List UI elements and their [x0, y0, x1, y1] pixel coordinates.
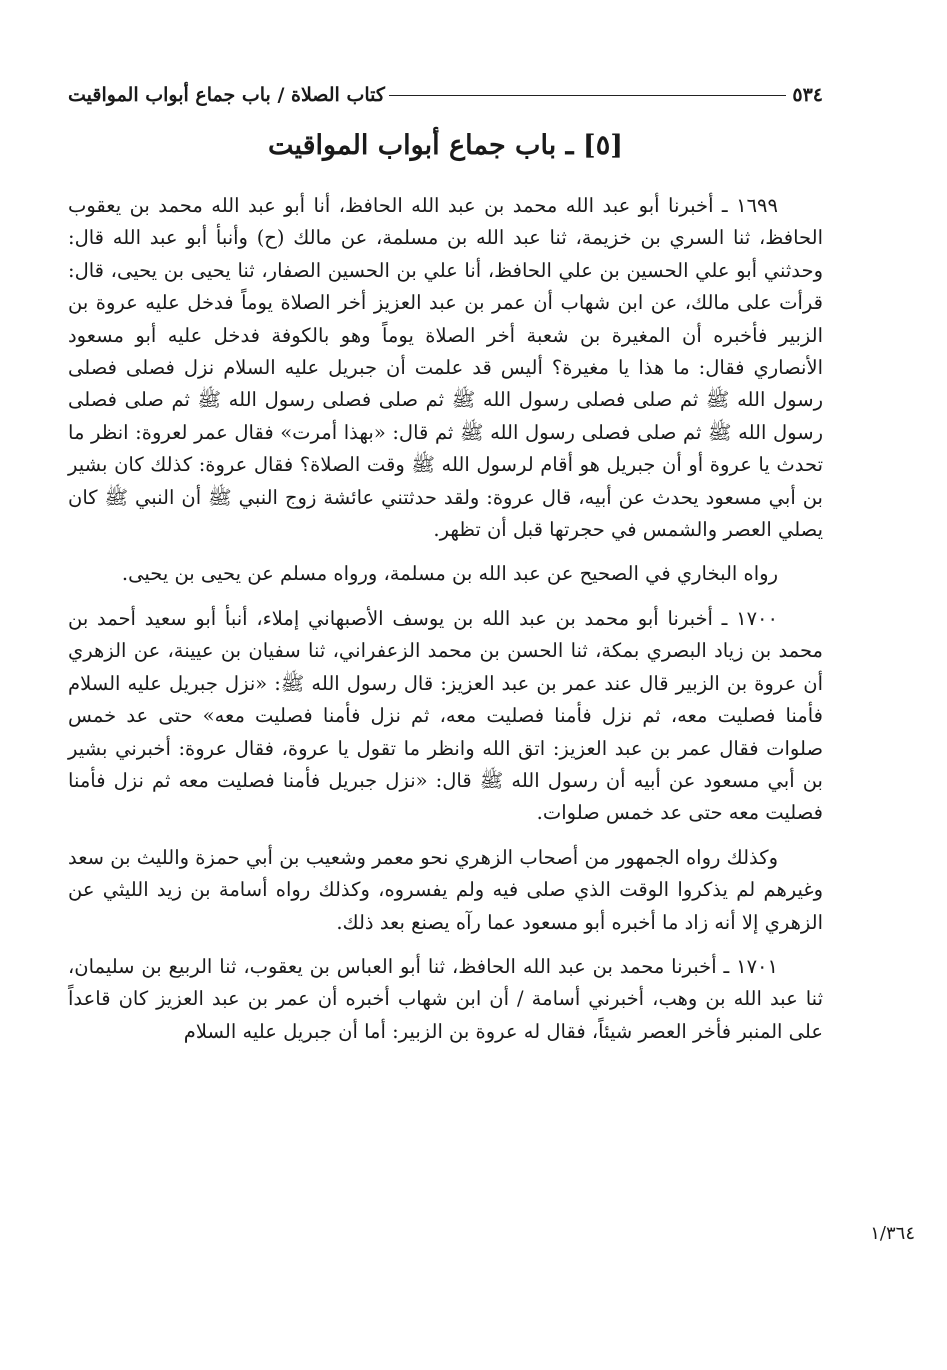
commentary-1700: وكذلك رواه الجمهور من أصحاب الزهري نحو معمر وشعيب بن أبي حمزة والليث بن سعد وغيرهم لم يذكروا الوقت الذي صلى فيه ولم يفسروه، وكذلك رواه أسامة بن زيد الليثي عن الزهري إلا أنه زاد ما أخبره أبو مسعود عما رآه يصنع بعد ذلك. [68, 845, 823, 934]
chapter-title: [٥] ـ باب جماع أبواب المواقيت [267, 130, 623, 161]
header-rule [389, 95, 786, 96]
hadith-1700: ١٧٠٠ ـ أخبرنا أبو محمد بن عبد الله بن يوسف الأصبهاني إملاء، أنبأ أبو سعيد أحمد بن محمد بن زياد البصري بمكة، ثنا الحسن بن محمد الزعفراني، ثنا سفيان بن عيينة، عن الزهري أن عروة بن الزبير قال عند عمر بن عبد العزيز: قال رسول الله ﷺ: «نزل جبريل عليه السلام فأمنا فصليت معه، ثم نزل فأمنا فصليت معه، ثم نزل فأمنا فصليت معه» حتى عد خمس صلوات فقال عمر بن عبد العزيز: اتق الله وانظر ما تقول يا عروة، فقال عروة: أخبرني بشير بن أبي مسعود عن أبيه أن رسول الله ﷺ قال: «نزل جبريل فأمنا فصليت معه ثم نزل فأمنا فصليت معه حتى عد خمس صلوات. [68, 606, 823, 825]
commentary-1699: رواه البخاري في الصحيح عن عبد الله بن مسلمة، ورواه مسلم عن يحيى بن يحيى. [121, 562, 778, 586]
margin-volume-reference: ١/٣٦٤ [870, 1223, 915, 1244]
page-header [68, 78, 823, 112]
hadith-1699: ١٦٩٩ ـ أخبرنا أبو عبد الله محمد بن عبد الله الحافظ، أنا أبو عبد الله محمد بن يعقوب الحافظ، ثنا السري بن خزيمة، ثنا عبد الله بن مسلمة، عن مالك (ح) وأنبأ أبو عبد الله قال: وحدثني أبو علي الحسين بن علي الحافظ، أنا علي بن الحسين الصفار، ثنا يحيى بن يحيى، قال: قرأت على مالك، عن ابن شهاب أن عمر بن عبد العزيز أخر الصلاة يوماً فدخل عليه عروة بن الزبير فأخبره أن المغيرة بن شعبة أخر الصلاة يوماً وهو بالكوفة فدخل عليه أبو مسعود الأنصاري فقال: ما هذا يا مغيرة؟ أليس قد علمت أن جبريل عليه السلام نزل فصلى فصلى رسول الله ﷺ ثم صلى فصلى رسول الله ﷺ ثم صلى فصلى رسول الله ﷺ ثم صلى فصلى رسول الله ﷺ ثم صلى فصلى رسول الله ﷺ ثم قال: «بهذا أمرت» فقال عمر لعروة: انظر ما تحدث يا عروة أو أن جبريل هو أقام لرسول الله ﷺ وقت الصلاة؟ فقال عروة: كذلك كان بشير بن أبي مسعود يحدث عن أبيه، قال عروة: ولقد حدثتني عائشة زوج النبي ﷺ أن النبي ﷺ كان يصلي العصر والشمس في حجرتها قبل أن تظهر. [68, 194, 823, 542]
page-body [68, 190, 823, 1060]
running-title: كتاب الصلاة / باب جماع أبواب المواقيت [68, 84, 385, 106]
hadith-1701: ١٧٠١ ـ أخبرنا محمد بن عبد الله الحافظ، ثنا أبو العباس بن يعقوب، ثنا الربيع بن سليمان، ثنا عبد الله بن وهب، أخبرني أسامة / أن ابن شهاب أخبره أن عمر بن عبد العزيز كان قاعداً على المنبر فأخر العصر شيئاً، فقال له عروة بن الزبير: أما أن جبريل عليه السلام [68, 954, 823, 1043]
page-number: ٥٣٤ [792, 84, 823, 106]
